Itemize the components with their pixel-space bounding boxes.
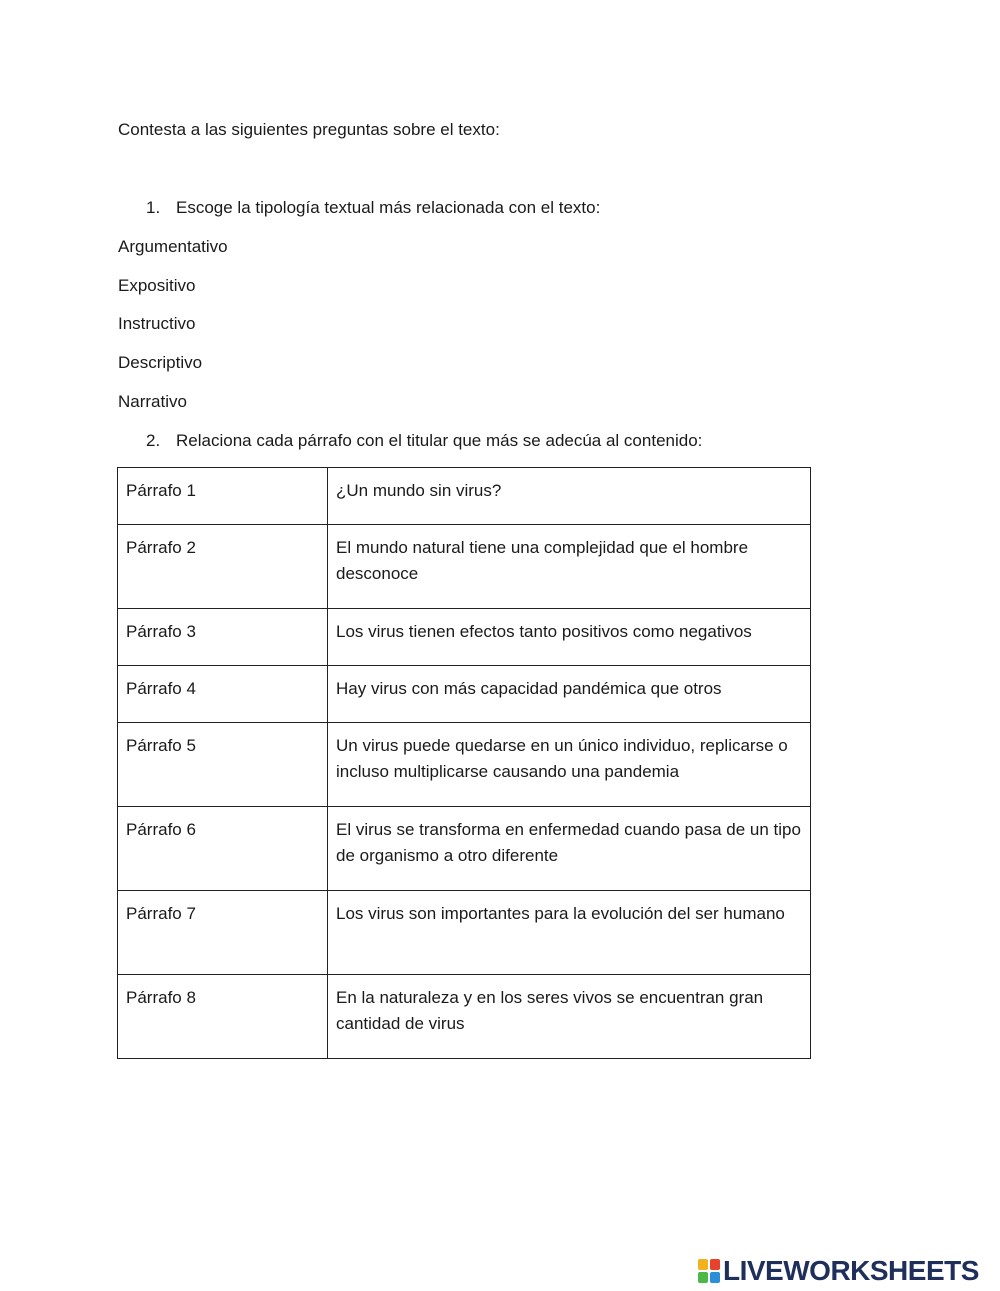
paragraph-cell[interactable]: Párrafo 5: [118, 723, 328, 807]
option-expositivo[interactable]: Expositivo: [118, 276, 196, 295]
question-2-number: 2.: [146, 431, 161, 450]
headline-cell[interactable]: El virus se transforma en enfermedad cuando pasa de un tipo de organismo a otro diferente: [328, 807, 811, 891]
question-2-text: Relaciona cada párrafo con el titular que más se adecúa al contenido:: [176, 431, 703, 450]
option-narrativo[interactable]: Narrativo: [118, 392, 187, 411]
table-row: [118, 975, 811, 1059]
question-2: [146, 430, 702, 452]
liveworksheets-logo-text: LIVEWORKSHEETS: [723, 1255, 979, 1286]
question-1-text: Escoge la tipología textual más relacionada con el texto:: [176, 198, 601, 217]
headline-cell[interactable]: Hay virus con más capacidad pandémica que otros: [328, 666, 811, 723]
headline-cell[interactable]: Un virus puede quedarse en un único individuo, replicarse o incluso multiplicarse causando una pandemia: [328, 723, 811, 807]
paragraph-cell[interactable]: Párrafo 4: [118, 666, 328, 723]
paragraph-cell[interactable]: Párrafo 7: [118, 891, 328, 975]
table-row: [118, 525, 811, 609]
question-1-number: 1.: [146, 198, 161, 217]
headline-cell[interactable]: En la naturaleza y en los seres vivos se encuentran gran cantidad de virus: [328, 975, 811, 1059]
paragraph-cell[interactable]: Párrafo 1: [118, 468, 328, 525]
headline-cell[interactable]: Los virus son importantes para la evolución del ser humano: [328, 891, 811, 975]
liveworksheets-logo: [698, 1255, 979, 1286]
headline-cell[interactable]: Los virus tienen efectos tanto positivos como negativos: [328, 609, 811, 666]
table-row: [118, 891, 811, 975]
liveworksheets-logo-icon: [698, 1259, 720, 1283]
headline-cell[interactable]: El mundo natural tiene una complejidad que el hombre desconoce: [328, 525, 811, 609]
question-1: [146, 197, 600, 219]
paragraph-cell[interactable]: Párrafo 8: [118, 975, 328, 1059]
headline-cell[interactable]: ¿Un mundo sin virus?: [328, 468, 811, 525]
paragraph-cell[interactable]: Párrafo 3: [118, 609, 328, 666]
table-row: [118, 666, 811, 723]
table-row: [118, 609, 811, 666]
paragraph-cell[interactable]: Párrafo 6: [118, 807, 328, 891]
option-argumentativo[interactable]: Argumentativo: [118, 237, 228, 256]
intro-text: Contesta a las siguientes preguntas sobre el texto:: [118, 120, 500, 139]
matching-table: [117, 467, 811, 1059]
table-row: [118, 723, 811, 807]
table-row: [118, 468, 811, 525]
option-instructivo[interactable]: Instructivo: [118, 314, 196, 333]
option-descriptivo[interactable]: Descriptivo: [118, 353, 203, 372]
paragraph-cell[interactable]: Párrafo 2: [118, 525, 328, 609]
table-row: [118, 807, 811, 891]
